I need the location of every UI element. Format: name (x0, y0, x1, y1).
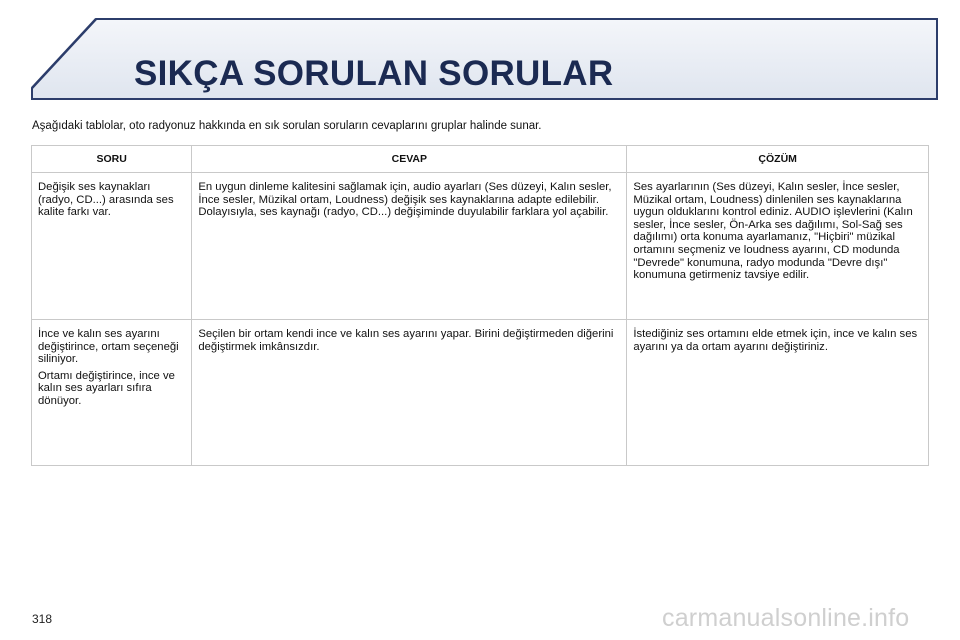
question-text: İnce ve kalın ses ayarını değiştirince, ortam seçeneği siliniyor. (38, 328, 179, 366)
solution-cell: Ses ayarlarının (Ses düzeyi, Kalın sesler, İnce sesler, Müzikal ortam, Loudness) dinlenilen ses kaynaklarına uygun olduklarını kontrol ediniz. AUDIO işlevlerini (Kalın sesler, İnce sesler, Ön-Arka ses dağılımı, Sol-Sağ ses dağılımı) orta konuma ayarlamanız, "Hiçbiri" müzikal ortamını seçmeniz ve loudness ayarını, CD modunda "Devrede" konumuna, radyo modunda "Devre dışı" konumuna getirmeniz tavsiye edilir. (627, 173, 929, 320)
page-number: 318 (32, 612, 53, 626)
solution-cell: İstediğiniz ses ortamını elde etmek için, ince ve kalın ses ayarını ya da ortam ayarını değiştiriniz. (627, 320, 929, 466)
question-cell (32, 173, 192, 320)
table-row (32, 320, 929, 466)
table-header-row (32, 146, 929, 173)
faq-table (31, 145, 929, 466)
question-text: Ortamı değiştirince, ince ve kalın ses ayarları sıfıra dönüyor. (38, 369, 175, 407)
answer-cell: En uygun dinleme kalitesini sağlamak için, audio ayarları (Ses düzeyi, Kalın sesler, İnce sesler, Müzikal ortam, Loudness) değişik ses kaynaklarına adapte edilebilir. Dolayısıyla, ses kaynağı (radyo, CD...) değişiminde duyulabilir farklara yol açabilir. (192, 173, 627, 320)
question-cell (32, 320, 192, 466)
title-banner (0, 0, 960, 110)
question-text: Değişik ses kaynakları (radyo, CD...) arasında ses kalite farkı var. (38, 181, 174, 219)
header-cevap: CEVAP (192, 146, 627, 173)
answer-cell: Seçilen bir ortam kendi ince ve kalın ses ayarını yapar. Birini değiştirmeden diğerini değiştirmek imkânsızdır. (192, 320, 627, 466)
header-cozum: ÇÖZÜM (627, 146, 929, 173)
page-title: SIKÇA SORULAN SORULAR (134, 54, 614, 93)
intro-text: Aşağıdaki tablolar, oto radyonuz hakkında en sık sorulan soruların cevaplarını gruplar halinde sunar. (32, 120, 542, 132)
table-row (32, 173, 929, 320)
header-soru: SORU (32, 146, 192, 173)
watermark: carmanualsonline.info (662, 604, 910, 632)
